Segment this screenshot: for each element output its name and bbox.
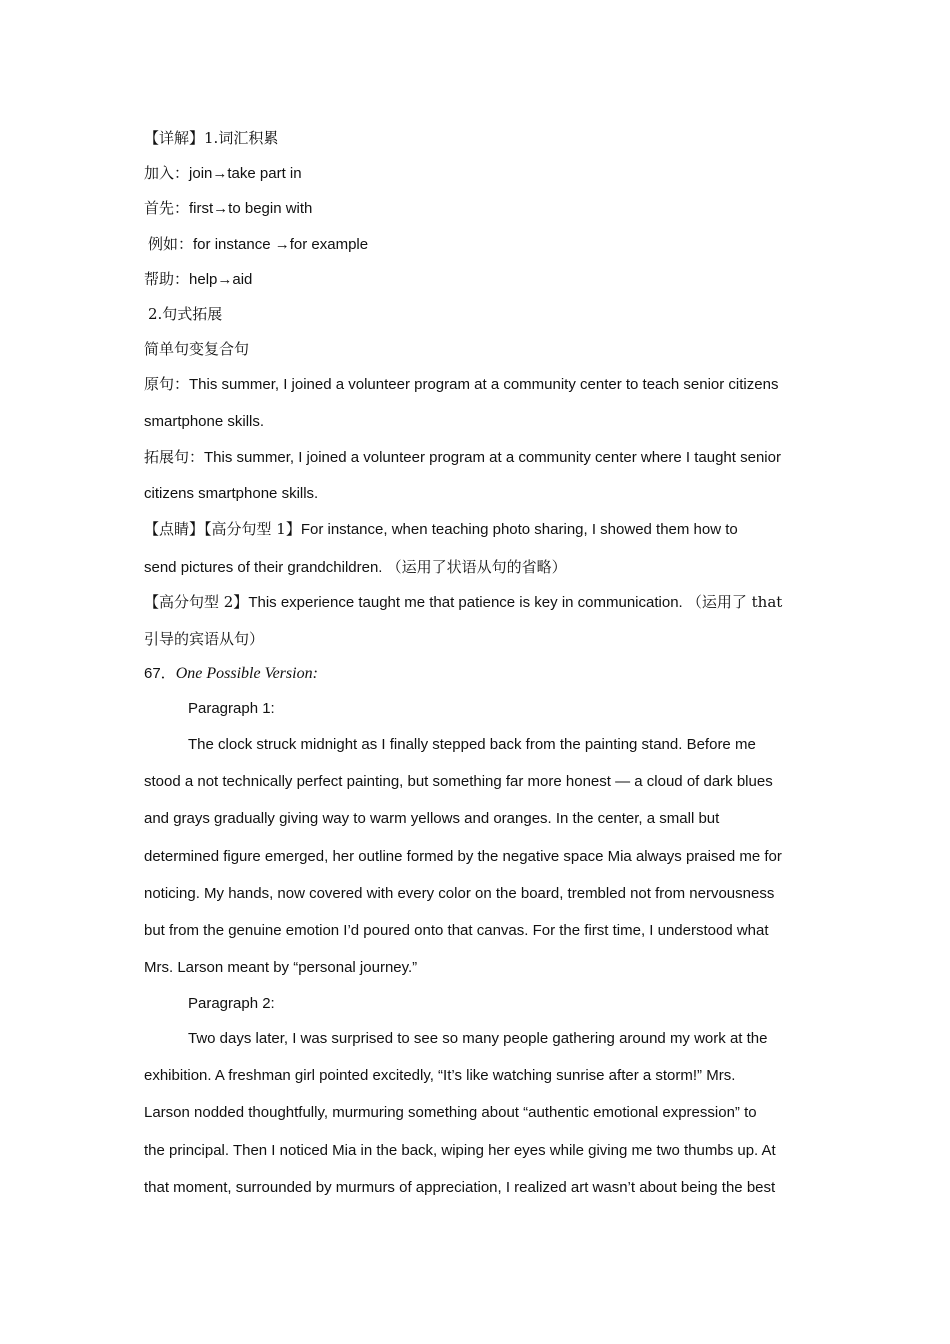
paragraph1-line: noticing. My hands, now covered with every color on the board, trembled not from nervousness: [144, 884, 775, 902]
paragraph2-line: the principal. Then I noticed Mia in the back, wiping her eyes while giving me two thumbs up. At: [144, 1141, 776, 1159]
sentence-section-heading: 2.句式拓展: [148, 304, 223, 323]
type2-label: 【高分句型 2】: [144, 592, 249, 611]
paragraph2-line: Two days later, I was surprised to see so many people gathering around my work at the: [188, 1029, 768, 1047]
document-body: [144, 126, 808, 1213]
type2-note: （运用了 that: [686, 592, 783, 611]
type2-text: This experience taught me that patience is key in communication.: [248, 593, 683, 611]
vocab-item: [144, 196, 808, 231]
vocab-text: help→aid: [189, 270, 253, 288]
paragraph1-line: determined figure emerged, her outline formed by the negative space Mia always praised me for: [144, 847, 782, 865]
highlight-type1: [144, 517, 808, 554]
original-sentence-cont: smartphone skills.: [144, 412, 265, 430]
sentence-section-subheading: 简单句变复合句: [144, 340, 250, 359]
dianjing-label: 【点睛】: [144, 520, 205, 539]
vocab-text: join→take part in: [189, 165, 302, 183]
original-sentence: [144, 372, 808, 409]
detail-heading: [144, 126, 808, 161]
type1-text: For instance, when teaching photo sharing, I showed them how to: [300, 521, 738, 539]
expanded-label: 拓展句：: [144, 447, 205, 466]
paragraph1-line: and grays gradually giving way to warm yellows and oranges. In the center, a small but: [144, 810, 720, 828]
vocab-item: [144, 267, 808, 302]
expanded-sentence: [144, 445, 808, 482]
type1-note: （运用了状语从句的省略）: [386, 557, 567, 576]
type1-label: 【高分句型 1】: [204, 520, 301, 539]
version-label: One Possible Version:: [175, 665, 318, 683]
highlight-type2-cont: 引导的宾语从句）: [144, 630, 265, 649]
paragraph1-line: The clock struck midnight as I finally stepped back from the painting stand. Before me: [188, 735, 756, 753]
vocab-item: [144, 232, 808, 267]
vocab-text: for instance →for example: [193, 235, 369, 253]
paragraph2-line: that moment, surrounded by murmurs of appreciation, I realized art wasn’t about being the best: [144, 1178, 776, 1196]
vocab-item: [144, 161, 808, 196]
vocab-text: first→to begin with: [189, 200, 313, 218]
vocab-label: 例如：: [148, 234, 194, 253]
question-number: 67．: [144, 665, 176, 683]
original-text: This summer, I joined a volunteer program at a community center to teach senior citizens: [189, 376, 779, 394]
highlight-type2: [144, 590, 808, 627]
vocab-section-title: 1.词汇积累: [204, 129, 279, 147]
expanded-sentence-cont: citizens smartphone skills.: [144, 485, 319, 503]
expanded-text: This summer, I joined a volunteer program at a community center where I taught senior: [204, 448, 781, 466]
vocab-label: 首先：: [144, 199, 190, 218]
paragraph1-line: Mrs. Larson meant by “personal journey.”: [144, 959, 418, 977]
detail-heading-label: 【详解】: [144, 129, 205, 147]
highlight-type1-cont: send pictures of their grandchildren. （运用了状语从句的省略）: [144, 557, 567, 576]
vocab-label: 帮助：: [144, 269, 190, 288]
essay-heading: [144, 662, 808, 697]
paragraph2-line: exhibition. A freshman girl pointed excitedly, “It’s like watching sunrise after a storm!” Mrs.: [144, 1067, 736, 1085]
original-label: 原句：: [144, 375, 190, 394]
paragraph2-label: Paragraph 2:: [188, 994, 275, 1012]
vocab-label: 加入：: [144, 164, 190, 183]
paragraph1-line: but from the genuine emotion I’d poured onto that canvas. For the first time, I understood what: [144, 922, 769, 940]
paragraph2-line: Larson nodded thoughtfully, murmuring something about “authentic emotional expression” to: [144, 1104, 757, 1122]
paragraph1-line: stood a not technically perfect painting, but something far more honest — a cloud of dark blues: [144, 772, 773, 790]
paragraph1-label: Paragraph 1:: [188, 700, 275, 718]
